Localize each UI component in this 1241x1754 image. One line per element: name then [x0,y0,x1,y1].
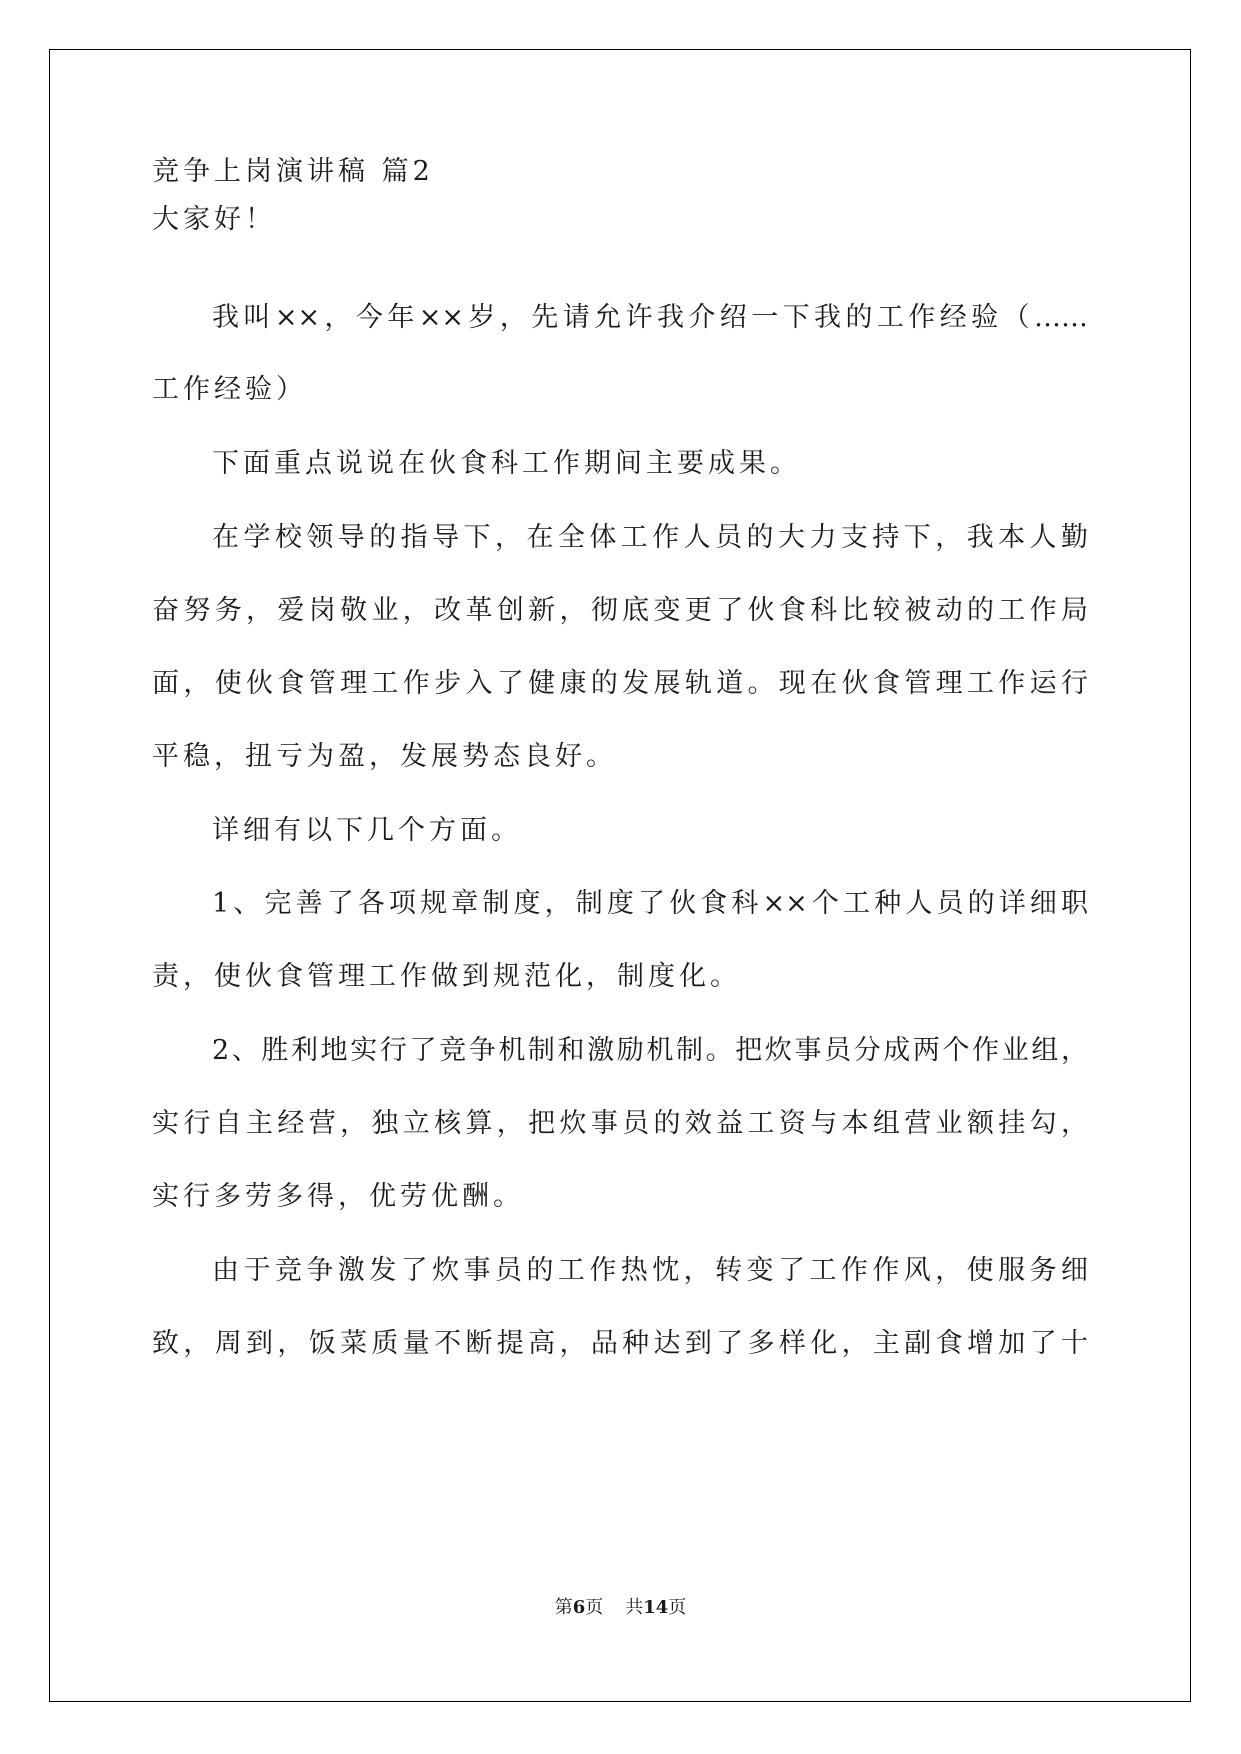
page-number-footer [0,1596,1241,1620]
page-prefix: 第 [554,1597,573,1618]
current-page-number: 6 [572,1597,586,1618]
paragraph-line: 实行自主经营，独立核算，把炊事员的效益工资与本组营业额挂勾， [152,1108,1088,1139]
paragraph-line: 在学校领导的指导下，在全体工作人员的大力支持下，我本人勤 [212,522,1088,553]
page-frame [49,49,1191,1702]
paragraph-line: 1、完善了各项规章制度，制度了伙食科××个工种人员的详细职 [212,888,1088,919]
page-unit: 页 [585,1597,604,1618]
paragraph-line: 我叫××，今年××岁，先请允许我介绍一下我的工作经验（…… [212,302,1088,333]
paragraph-line: 致，周到，饭菜质量不断提高，品种达到了多样化，主副食增加了十 [152,1328,1088,1359]
paragraph-line: 平稳，扭亏为盈，发展势态良好。 [152,741,617,772]
paragraph-line: 由于竞争激发了炊事员的工作热忱，转变了工作作风，使服务细 [212,1255,1088,1286]
document-title: 竞争上岗演讲稿 篇2 [152,156,434,187]
paragraph-line: 实行多劳多得，优劳优酬。 [152,1181,524,1212]
total-unit: 页 [668,1597,687,1618]
total-page-number: 14 [643,1597,669,1618]
paragraph-line: 2、胜利地实行了竞争机制和激励机制。把炊事员分成两个作业组， [212,1035,1088,1066]
greeting: 大家好！ [152,204,276,235]
total-prefix: 共 [625,1597,644,1618]
paragraph-line: 详细有以下几个方面。 [212,815,522,846]
paragraph-line: 责，使伙食管理工作做到规范化，制度化。 [152,961,741,992]
paragraph-line: 下面重点说说在伙食科工作期间主要成果。 [212,448,801,479]
paragraph-line: 工作经验） [152,374,307,405]
paragraph-line: 面，使伙食管理工作步入了健康的发展轨道。现在伙食管理工作运行 [152,668,1088,699]
paragraph-line: 奋努务，爱岗敬业，改革创新，彻底变更了伙食科比较被动的工作局 [152,595,1088,626]
